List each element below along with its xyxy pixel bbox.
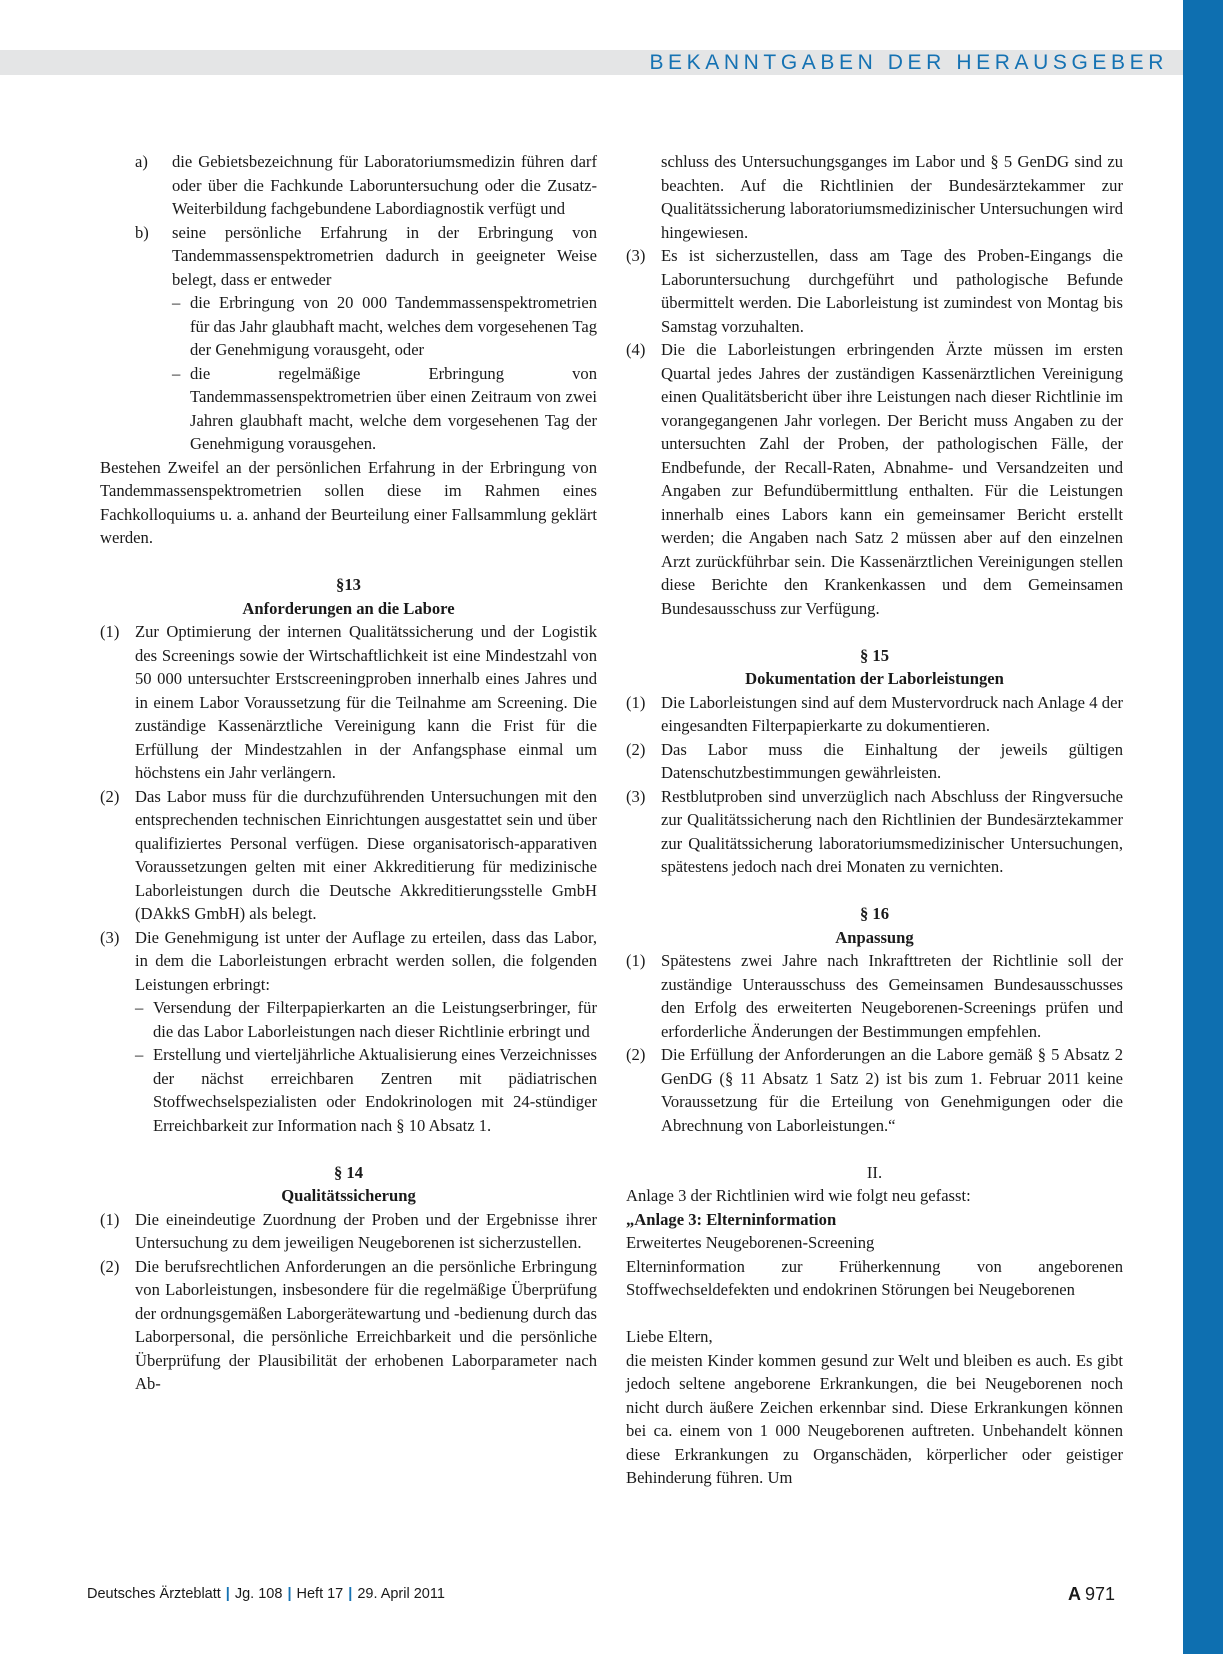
footer-separator: | <box>348 1586 353 1602</box>
footer-volume: Jg. 108 <box>234 1586 283 1602</box>
section-13-title: Anforderungen an die Labore <box>242 598 455 618</box>
clause-marker: (1) <box>100 622 120 641</box>
list-item-a <box>135 150 597 221</box>
clause-text: Die eineindeutige Zuordnung der Proben und der Ergebnisse ihrer Untersuchung zu dem jeweiligen Neugeborenen ist sicherzustellen. <box>135 1209 597 1252</box>
dash-item <box>172 362 597 456</box>
dash-item-text: Versendung der Filterpapierkarten an die Leistungserbringer, für die das Labor Laborleistungen nach dieser Richtlinie erbringt und <box>153 998 597 1041</box>
parent-info-body: die meisten Kinder kommen gesund zur Welt und bleiben es auch. Es gibt jedoch seltene angeborene Erkrankungen, die bei Neugeborenen noch nicht durch äußere Zeichen erkennbar sind. Diese Erkrankungen können bei ca. einem von 1 000 Neugeborenen auftreten. Unbehandelt können diese Erkrankungen zu Organschäden, körperlicher oder geistiger Behinderung führen. Um <box>626 1350 1123 1487</box>
section-15-title: Dokumentation der Laborleistungen <box>745 669 1004 688</box>
list-item-text: die Gebietsbezeichnung für Laboratoriumsmedizin führen darf oder über die Fachkunde Laboruntersuchung oder die Zusatz-Weiterbildung fachgebundene Labordiagnostik verfügt und <box>172 152 597 218</box>
section-16-title: Anpassung <box>835 927 914 947</box>
side-color-bar <box>1183 0 1223 1654</box>
anlage-intro: Anlage 3 der Richtlinien wird wie folgt neu gefasst: <box>626 1186 971 1205</box>
dash-marker: – <box>172 363 181 383</box>
clause-text: Das Labor muss für die durchzuführenden Untersuchungen mit den entsprechenden technischen Einrichtungen ausgestattet sein und über qualifiziertes Personal verfügen. Diese organisatorisch-apparativen Voraussetzungen gelten mit einer Akkreditierung für medizinische Laborleistungen durch die Deutsche Akkreditierungsstelle GmbH (DAkkS GmbH) als belegt. <box>135 786 597 923</box>
list-marker: a) <box>135 152 148 171</box>
clause-marker: (2) <box>100 786 120 806</box>
section-15-clause-3 <box>626 785 1123 879</box>
clause-marker: (1) <box>626 692 646 712</box>
clause-text: schluss des Untersuchungsganges im Labor und § 5 GenDG sind zu beachten. Auf die Richtlinien der Bundesärztekammer zur Qualitätssicherung laboratoriumsmedizinischer Untersuchungen wird hingewiesen. <box>661 152 1123 242</box>
clause-text: Die Genehmigung ist unter der Auflage zu erteilen, dass das Labor, in dem die Laborleistungen erbracht werden sollen, die folgenden Leistungen erbringt: <box>135 927 597 994</box>
footer-date: 29. April 2011 <box>357 1586 445 1602</box>
left-column <box>100 150 597 1396</box>
clause-marker: (3) <box>626 246 646 265</box>
salutation: Liebe Eltern, <box>626 1327 713 1346</box>
page-footer <box>87 1584 1115 1608</box>
dash-marker: – <box>135 998 144 1017</box>
dash-marker: – <box>135 1045 144 1064</box>
list-marker: b) <box>135 222 149 242</box>
clause-text: Restblutproben sind unverzüglich nach Abschluss der Ringversuche zur Qualitätssicherung nach den Richtlinien der Bundesärztekammer zur Qualitätssicherung laboratoriumsmedizinischer Untersuchungen, spätestens jedoch nach drei Monaten zu vernichten. <box>661 786 1123 876</box>
spacer <box>626 1302 1123 1326</box>
section-16-clause-1 <box>626 949 1123 1043</box>
clause-text: Spätestens zwei Jahre nach Inkrafttreten der Richtlinie soll der zuständige Unterausschuss des Gemeinsamen Bundesausschusses den Erfolg des erweiterten Neugeborenen-Screenings prüfen und erforderliche Änderungen der Bestimmungen empfehlen. <box>661 951 1123 1041</box>
clause-text: Das Labor muss die Einhaltung der jeweils gültigen Datenschutzbestimmungen gewährleisten. <box>661 739 1123 782</box>
footer-issue: Heft 17 <box>296 1586 344 1602</box>
dash-item <box>135 1043 597 1137</box>
clause-marker: (2) <box>100 1256 120 1276</box>
clause-marker: (2) <box>626 739 646 759</box>
section-16-number: § 16 <box>859 904 890 923</box>
dash-item <box>135 996 597 1043</box>
section-14-number: § 14 <box>333 1162 364 1182</box>
page-prefix: A <box>1067 1584 1081 1604</box>
clause-marker: (1) <box>626 951 646 970</box>
anlage-description: Elterninformation zur Früherkennung von angeborenen Stoffwechseldefekten und endokrinen Störungen bei Neugeborenen <box>626 1256 1123 1299</box>
list-item-text: seine persönliche Erfahrung in der Erbringung von Tandemmassenspektrometrien dadurch in geeigneter Weise belegt, dass er entweder <box>172 222 597 289</box>
part-two-heading: II. <box>866 1162 883 1182</box>
dash-marker: – <box>172 293 181 312</box>
clause-text: Zur Optimierung der internen Qualitätssicherung und der Logistik des Screenings sowie der Wirtschaftlichkeit ist eine Mindestzahl von 50 000 untersuchter Erstscreeningproben innerhalb eines Jahres und in einem Labor Voraussetzung für die Teilnahme am Screening. Die zuständige Kassenärztliche Vereinigung kann die Frist für die Erfüllung der Mindestzahlen in der Anfangsphase einmal um höchstens ein Jahr verlängern. <box>135 622 597 782</box>
section-16-clause-2 <box>626 1043 1123 1137</box>
section-13-number: §13 <box>336 575 361 594</box>
anlage-subtitle: Erweitertes Neugeborenen-Screening <box>626 1233 875 1252</box>
section-14-clause-2 <box>100 1255 597 1396</box>
section-15-number: § 15 <box>859 645 890 665</box>
right-column <box>626 150 1123 1490</box>
dash-item-text: Erstellung und vierteljährliche Aktualisierung eines Verzeichnisses der nächst erreichbaren Zentren mit pädiatrischen Stoffwechselspezialisten oder Endokrinologen mit 24-stündiger Erreichbarkeit zur Information nach § 10 Absatz 1. <box>153 1045 597 1135</box>
clause-marker: (1) <box>100 1209 120 1229</box>
section-14-clause-3 <box>626 244 1123 338</box>
section-header-title: BEKANNTGABEN DER HERAUSGEBER <box>649 51 1168 74</box>
footer-separator: | <box>225 1586 230 1602</box>
dash-item-text: die regelmäßige Erbringung von Tandemmassenspektrometrien über einen Zeitraum von zwei Jahren glaubhaft macht, welche dem vorgesehenen Tag der Genehmigung vorausgehen. <box>190 363 597 453</box>
anlage-title: „Anlage 3: Elterninformation <box>626 1209 837 1229</box>
paragraph-doubt: Bestehen Zweifel an der persönlichen Erfahrung in der Erbringung von Tandemmassenspektrometrien sollen diese im Rahmen eines Fachkolloquiums u. a. anhand der Beurteilung einer Fallsammlung geklärt werden. <box>100 457 597 547</box>
section-14-clause-1 <box>100 1208 597 1255</box>
clause-marker: (3) <box>100 927 120 947</box>
section-14-clause-2-continued <box>626 150 1123 244</box>
page-number: 971 <box>1084 1584 1115 1604</box>
clause-text: Die Laborleistungen sind auf dem Mustervordruck nach Anlage 4 der eingesandten Filterpapierkarte zu dokumentieren. <box>661 692 1123 735</box>
section-13-clause-2 <box>100 785 597 926</box>
dash-item <box>172 291 597 362</box>
dash-item-text: die Erbringung von 20 000 Tandemmassenspektrometrien für das Jahr glaubhaft macht, welches dem vorgesehenen Tag der Genehmigung vorausgeht, oder <box>190 293 597 359</box>
list-item-b <box>135 221 597 292</box>
clause-text: Es ist sicherzustellen, dass am Tage des Proben-Eingangs die Laboruntersuchung durchgeführt und pathologische Befunde übermittelt werden. Die Laborleistung ist zumindest von Montag bis Samstag vorzuhalten. <box>661 246 1123 336</box>
section-14-clause-4 <box>626 338 1123 620</box>
section-15-clause-2 <box>626 738 1123 785</box>
clause-text: Die Erfüllung der Anforderungen an die Labore gemäß § 5 Absatz 2 GenDG (§ 11 Absatz 1 Satz 2) ist bis zum 1. Februar 2011 keine Voraussetzung für die Erteilung von Genehmigungen oder die Abrechnung von Laborleistungen.“ <box>661 1045 1123 1135</box>
clause-marker: (2) <box>626 1045 646 1064</box>
spacer <box>626 1137 1123 1161</box>
footer-separator: | <box>287 1586 292 1602</box>
clause-marker: (4) <box>626 340 646 359</box>
section-14-title: Qualitätssicherung <box>281 1186 416 1205</box>
section-15-clause-1 <box>626 691 1123 738</box>
section-13-clause-1 <box>100 620 597 785</box>
clause-text: Die berufsrechtlichen Anforderungen an die persönliche Erbringung von Laborleistungen, insbesondere für die regelmäßige Überprüfung der ordnungsgemäßen Laborgerätewartung und -bedienung durch das Laborpersonal, die persönliche Erreichbarkeit und die persönliche Überprüfung der Plausibilität der erhobenen Laborparameter nach Ab- <box>135 1256 597 1393</box>
footer-journal: Deutsches Ärzteblatt <box>87 1586 221 1602</box>
clause-text: Die die Laborleistungen erbringenden Ärzte müssen im ersten Quartal jedes Jahres der zuständigen Kassenärztlichen Vereinigung einen Qualitätsbericht über ihre Leistungen nach dieser Richtlinie im vorangegangenen Jahr vorlegen. Der Bericht muss Angaben zu der untersuchten Zahl der Proben, der pathologischen Fälle, der Endbefunde, der Recall-Raten, Abnahme- und Versandzeiten und Angaben zur Befundübermittlung enthalten. Für die Leistungen innerhalb eines Labors kann ein gemeinsamer Bericht erstellt werden; die Angaben nach Satz 2 müssen aber auf den einzelnen Arzt zurückführbar sein. Die Kassenärztlichen Vereinigungen stellen diese Berichte den Krankenkassen und dem Gemeinsamen Bundesausschuss zur Verfügung. <box>661 340 1123 618</box>
clause-marker: (3) <box>626 786 646 806</box>
section-13-clause-3 <box>100 926 597 1138</box>
page-number-block <box>1068 1584 1115 1605</box>
footer-citation <box>87 1586 445 1602</box>
